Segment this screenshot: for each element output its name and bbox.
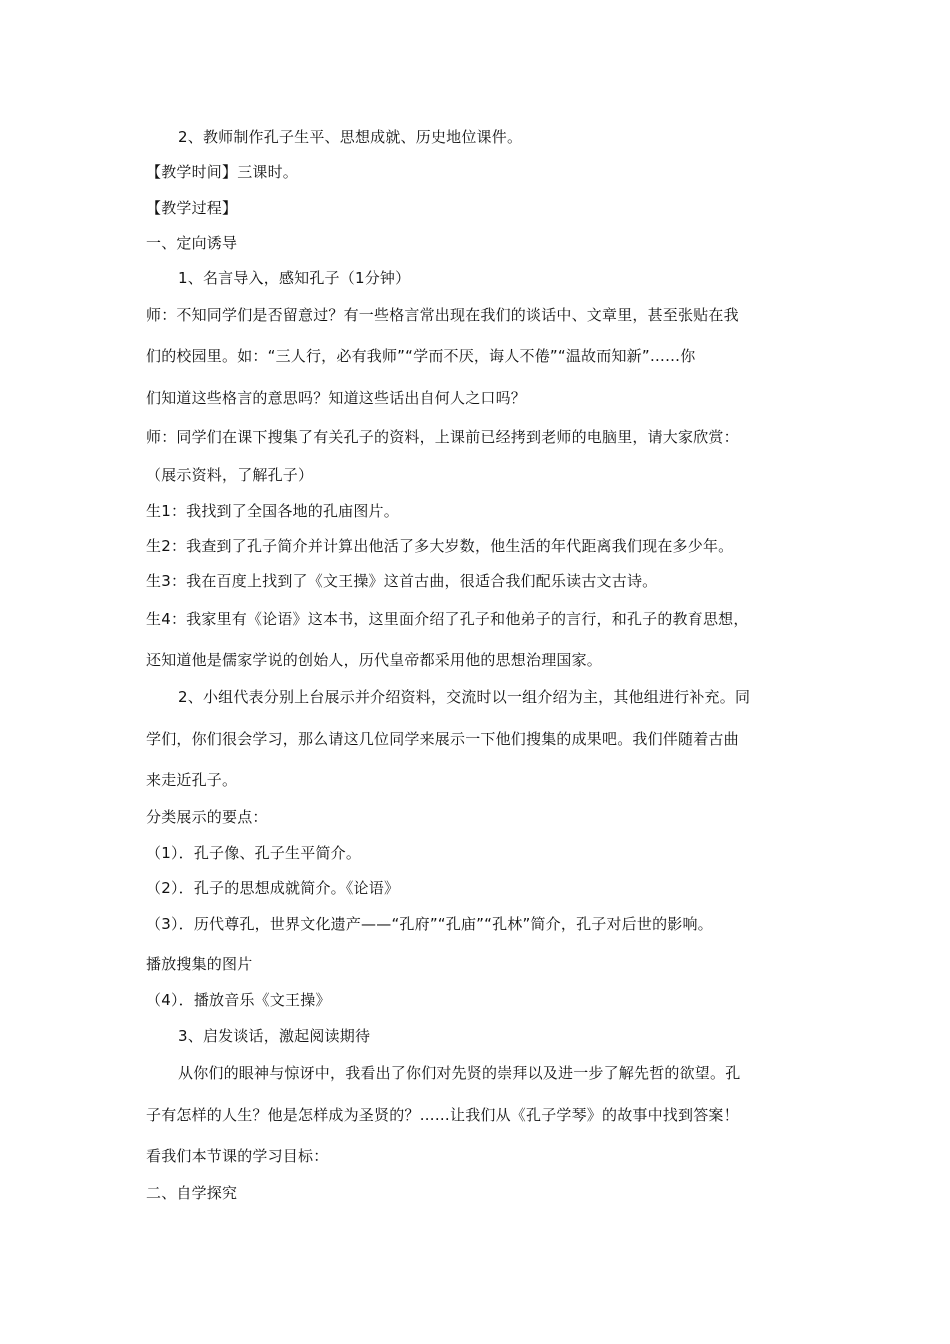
text-line: （4）．播放音乐《文王操》 bbox=[146, 991, 331, 1009]
text-line: 还知道他是儒家学说的创始人，历代皇帝都采用他的思想治理国家。 bbox=[146, 651, 603, 669]
text-line: 生4：我家里有《论语》这本书，这里面介绍了孔子和他弟子的言行，和孔子的教育思想， bbox=[146, 610, 749, 628]
text-line: 师：同学们在课下搜集了有关孔子的资料，上课前已经拷到老师的电脑里，请大家欣赏： bbox=[146, 428, 739, 446]
text-line: 播放搜集的图片 bbox=[146, 955, 253, 973]
text-line: 生1：我找到了全国各地的孔庙图片。 bbox=[146, 502, 399, 520]
text-line: （1）．孔子像、孔子生平简介。 bbox=[146, 844, 362, 862]
text-line: 2、小组代表分别上台展示并介绍资料，交流时以一组介绍为主，其他组进行补充。同 bbox=[178, 688, 751, 706]
text-line: 生2：我查到了孔子简介并计算出他活了多大岁数，他生活的年代距离我们现在多少年。 bbox=[146, 537, 734, 555]
text-line: 生3：我在百度上找到了《文王操》这首古曲，很适合我们配乐读古文古诗。 bbox=[146, 572, 658, 590]
text-line: 1、名言导入，感知孔子（1分钟） bbox=[178, 269, 411, 287]
text-line: 一、定向诱导 bbox=[146, 234, 238, 252]
text-line: 来走近孔子。 bbox=[146, 771, 238, 789]
text-line: 二、自学探究 bbox=[146, 1184, 238, 1202]
text-line: 看我们本节课的学习目标： bbox=[146, 1147, 329, 1165]
text-line: （展示资料，了解孔子） bbox=[146, 466, 314, 484]
text-line: 们知道这些格言的意思吗？知道这些话出自何人之口吗？ bbox=[146, 389, 527, 407]
text-line: 分类展示的要点： bbox=[146, 808, 268, 826]
text-line: 从你们的眼神与惊讶中，我看出了你们对先贤的崇拜以及进一步了解先哲的欲望。孔 bbox=[178, 1064, 741, 1082]
text-line: 3、启发谈话，激起阅读期待 bbox=[178, 1027, 371, 1045]
text-line: 【教学时间】三课时。 bbox=[146, 163, 299, 181]
text-line: 2、教师制作孔子生平、思想成就、历史地位课件。 bbox=[178, 128, 523, 146]
text-line: （2）．孔子的思想成就简介。《论语》 bbox=[146, 879, 400, 897]
text-line: 们的校园里。如：“三人行，必有我师”“学而不厌，诲人不倦”“温故而知新”……你 bbox=[146, 347, 696, 365]
text-line: 学们，你们很会学习，那么请这几位同学来展示一下他们搜集的成果吧。我们伴随着古曲 bbox=[146, 730, 739, 748]
text-line: 师：不知同学们是否留意过？有一些格言常出现在我们的谈话中、文章里，甚至张贴在我 bbox=[146, 306, 739, 324]
text-line: 子有怎样的人生？他是怎样成为圣贤的？……让我们从《孔子学琴》的故事中找到答案！ bbox=[146, 1106, 739, 1124]
text-line: （3）．历代尊孔，世界文化遗产——“孔府”“孔庙”“孔林”简介，孔子对后世的影响。 bbox=[146, 915, 713, 933]
text-line: 【教学过程】 bbox=[146, 199, 238, 217]
